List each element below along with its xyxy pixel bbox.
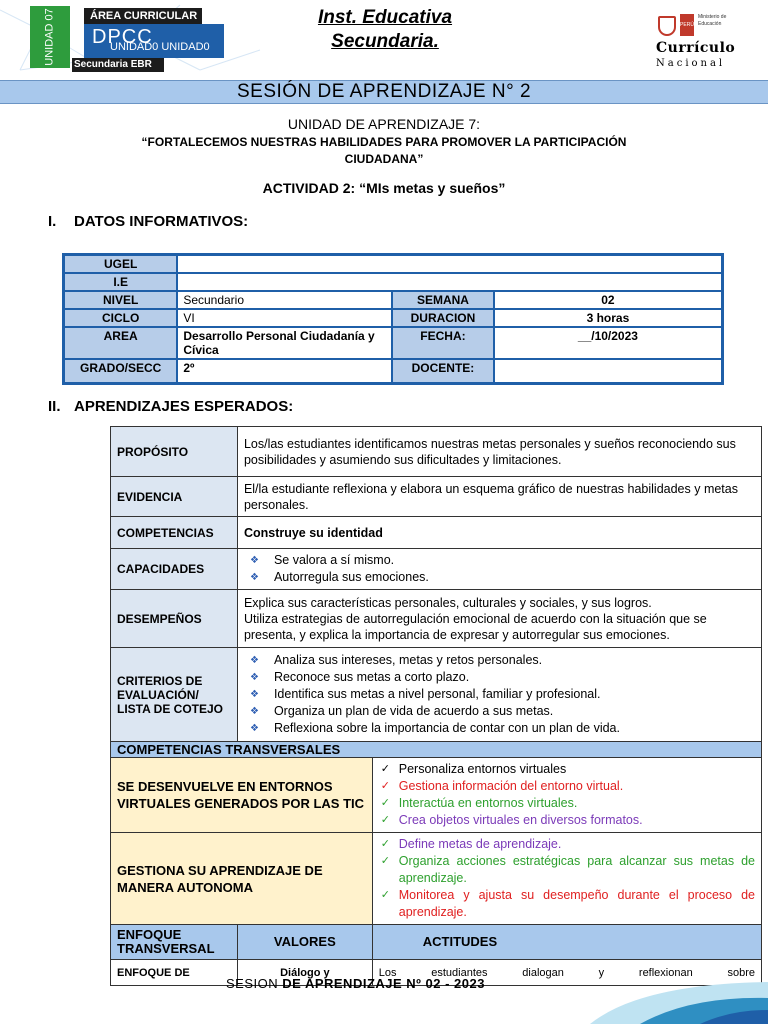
- check-icon: ✓: [380, 855, 390, 867]
- area-label: ÁREA CURRICULAR: [84, 8, 202, 24]
- list-item: ✓ Personaliza entornos virtuales: [380, 762, 567, 776]
- semana-value: 02: [494, 291, 723, 309]
- page-header: [0, 0, 768, 80]
- criterios-label: CRITERIOS DE EVALUACIÓN/ LISTA DE COTEJO: [111, 648, 238, 742]
- table-row: [64, 255, 723, 274]
- check-icon: ✓: [380, 838, 390, 850]
- ie-value: [177, 273, 722, 291]
- diamond-bullet-icon: ❖: [249, 689, 259, 700]
- enfoque-row-valor: Diálogo y: [237, 960, 372, 986]
- check-icon: ✓: [380, 780, 390, 792]
- list-item: ❖ Se valora a sí mismo.: [249, 553, 395, 567]
- unit-title: UNIDAD DE APRENDIZAJE 7:: [287, 116, 481, 132]
- curriculo-nacional-logo: [654, 10, 754, 70]
- list-item: ❖ Reflexiona sobre la importancia de contar con un plan de vida.: [249, 721, 620, 735]
- duracion-value: 3 horas: [494, 309, 723, 327]
- table-row: [111, 549, 762, 590]
- area-code: DPCC: [92, 26, 153, 48]
- section-aprendizajes-title: II. APRENDIZAJES ESPERADOS:: [48, 398, 294, 415]
- table-row: [111, 742, 762, 758]
- peru-flag: PERÚ: [680, 14, 694, 36]
- fecha-label: FECHA:: [392, 327, 494, 359]
- wave-decoration: [580, 974, 768, 1024]
- table-row: [111, 517, 762, 549]
- gestiona-list: [372, 833, 761, 925]
- fecha-value: __/10/2023: [494, 327, 723, 359]
- duracion-label: DURACION: [392, 309, 494, 327]
- activity-title: ACTIVIDAD 2: “MIs metas y sueños”: [262, 180, 506, 196]
- desempenos-label: DESEMPEÑOS: [111, 590, 238, 648]
- competencias-label: COMPETENCIAS: [111, 517, 238, 549]
- ciclo-value: VI: [177, 309, 392, 327]
- actitudes-header: ACTITUDES: [372, 925, 761, 960]
- criterios-list: [237, 648, 761, 742]
- list-item: ✓ Organiza acciones estratégicas para alcanzar sus metas de aprendizaje.: [380, 854, 755, 885]
- evidencia-text: El/la estudiante reflexiona y elabora un esquema gráfico de nuestras habilidades y metas personales.: [237, 477, 761, 517]
- nivel-label: NIVEL: [64, 291, 178, 309]
- table-row: [64, 273, 723, 291]
- diamond-bullet-icon: ❖: [249, 672, 259, 683]
- ie-label: I.E: [64, 273, 178, 291]
- grado-label: GRADO/SECC: [64, 359, 178, 383]
- table-row: [64, 309, 723, 327]
- check-icon: ✓: [380, 763, 390, 775]
- tic-list: [372, 758, 761, 833]
- capacidades-list: [237, 549, 761, 590]
- docente-label: DOCENTE:: [392, 359, 494, 383]
- valores-header: VALORES: [237, 925, 372, 960]
- diamond-bullet-icon: ❖: [249, 706, 259, 717]
- area-value: Desarrollo Personal Ciudadanía y Cívica: [177, 327, 392, 359]
- area-units: UNIDAD0 UNIDAD0: [110, 41, 210, 53]
- institution-name: Inst. Educativa Secundaria.: [317, 7, 453, 52]
- table-row: [111, 833, 762, 925]
- docente-value: [494, 359, 723, 383]
- table-row: [64, 327, 723, 359]
- list-item: ❖ Organiza un plan de vida de acuerdo a sus metas.: [249, 704, 554, 718]
- level-badge: Secundaria EBR: [72, 58, 164, 72]
- check-icon: ✓: [380, 889, 390, 901]
- list-item: ❖ Autorregula sus emociones.: [249, 570, 429, 584]
- enfoque-row-actitud: Los estudiantes dialogan y reflexionan sobre: [372, 960, 761, 986]
- tic-competency-label: SE DESENVUELVE EN ENTORNOS VIRTUALES GENERADOS POR LAS TIC: [111, 758, 373, 833]
- list-item: ✓ Define metas de aprendizaje.: [380, 837, 562, 851]
- list-item: ❖ Identifica sus metas a nivel personal, familiar y profesional.: [249, 687, 601, 701]
- unit-quote: “FORTALECEMOS NUESTRAS HABILIDADES PARA PROMOVER LA PARTICIPACIÓN CIUDADANA”: [141, 135, 627, 166]
- table-row: [111, 648, 762, 742]
- list-item: ❖ Analiza sus intereses, metas y retos personales.: [249, 653, 543, 667]
- capacidades-label: CAPACIDADES: [111, 549, 238, 590]
- table-row: [111, 758, 762, 833]
- table-row: [64, 291, 723, 309]
- evidencia-label: EVIDENCIA: [111, 477, 238, 517]
- unit-badge-group: [0, 0, 240, 72]
- proposito-label: PROPÓSITO: [111, 427, 238, 477]
- grado-value: 2º: [177, 359, 392, 383]
- diamond-bullet-icon: ❖: [249, 555, 259, 566]
- ministry-name: Ministerio de Educación: [698, 14, 727, 27]
- enfoque-row-label: ENFOQUE DE: [111, 960, 238, 986]
- shield-icon: [658, 16, 676, 36]
- diamond-bullet-icon: ❖: [249, 572, 259, 583]
- table-row: [64, 359, 723, 383]
- proposito-text: Los/las estudiantes identificamos nuestras metas personales y sueños reconociendo sus posibilidades y asumiendo sus dificultades y limitaciones.: [237, 427, 761, 477]
- check-icon: ✓: [380, 814, 390, 826]
- table-row: [111, 590, 762, 648]
- ugel-value: [177, 255, 722, 274]
- logo-title: Currículo: [656, 40, 736, 56]
- datos-informativos-table: [62, 253, 724, 385]
- table-row: [111, 925, 762, 960]
- gestiona-competency-label: GESTIONA SU APRENDIZAJE DE MANERA AUTONOMA: [111, 833, 373, 925]
- diamond-bullet-icon: ❖: [249, 723, 259, 734]
- diamond-bullet-icon: ❖: [249, 655, 259, 666]
- competencias-text: Construye su identidad: [237, 517, 761, 549]
- unit-badge: UNIDAD 07: [30, 6, 70, 68]
- nivel-value: Secundario: [177, 291, 392, 309]
- logo-subtitle: Nacional: [656, 58, 726, 69]
- area-label-cell: AREA: [64, 327, 178, 359]
- check-icon: ✓: [380, 797, 390, 809]
- aprendizajes-table: [110, 426, 762, 986]
- session-title: SESIÓN DE APRENDIZAJE N° 2: [0, 80, 768, 104]
- page-footer: SESION DE APRENDIZAJE Nº 02 - 2023: [226, 976, 485, 991]
- table-row: [111, 427, 762, 477]
- desempenos-text: Explica sus características personales, culturales y sociales, y sus logros. Utiliza estrategias de autorregulación emocional de acuerdo con la situación que se presenta, y explica la importancia de expresar y autorregular sus emociones.: [237, 590, 761, 648]
- area-code-badge: [84, 24, 224, 58]
- ciclo-label: CICLO: [64, 309, 178, 327]
- list-item: ✓ Crea objetos virtuales en diversos formatos.: [380, 813, 643, 827]
- semana-label: SEMANA: [392, 291, 494, 309]
- list-item: ❖ Reconoce sus metas a corto plazo.: [249, 670, 470, 684]
- table-row: [111, 477, 762, 517]
- ugel-label: UGEL: [64, 255, 178, 274]
- list-item: ✓ Interactúa en entornos virtuales.: [380, 796, 578, 810]
- list-item: ✓ Gestiona información del entorno virtual.: [380, 779, 624, 793]
- list-item: ✓ Monitorea y ajusta su desempeño durante el proceso de aprendizaje.: [380, 888, 755, 919]
- competencias-transversales-header: COMPETENCIAS TRANSVERSALES: [111, 742, 762, 758]
- enfoque-header: ENFOQUE TRANSVERSAL: [111, 925, 238, 960]
- section-datos-title: I. DATOS INFORMATIVOS:: [48, 213, 249, 230]
